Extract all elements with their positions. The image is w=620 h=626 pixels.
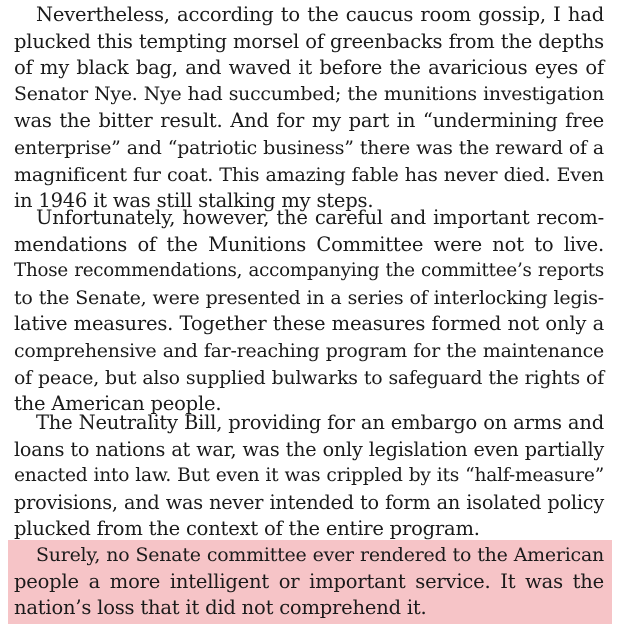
text-line: enterprise” and “patriotic business” there was the reward of a	[14, 136, 604, 159]
text-line: nation’s loss that it did not comprehend it.	[14, 596, 427, 620]
text-line: Surely, no Senate committee ever rendered to the American	[36, 544, 604, 566]
text-line: in 1946 it was still stalking my steps.	[14, 189, 374, 213]
text-line: the American people.	[14, 392, 222, 416]
text-line: of peace, but also supplied bulwarks to safeguard the rights of	[14, 366, 604, 389]
text-line: people a more intelligent or important service. It was the	[14, 569, 604, 593]
text-line: plucked this tempting morsel of greenbacks from the depths	[14, 29, 604, 53]
paragraph-neutrality-bill	[14, 410, 604, 543]
text-line: plucked from the context of the entire program.	[14, 517, 480, 541]
text-line: enacted into law. But even it was crippled by its “half-measure”	[14, 465, 604, 487]
text-line: was the bitter result. And for my part in “undermining free	[14, 109, 604, 133]
paragraph-recommendations	[14, 205, 604, 418]
text-line: to the Senate, were presented in a series of interlocking legis-	[14, 286, 604, 309]
text-line: provisions, and was never intended to form an isolated policy	[14, 490, 604, 514]
text-line: Those recommendations, accompanying the committee’s reports	[14, 260, 604, 282]
paragraph-highlighted-conclusion	[14, 542, 604, 622]
text-line: Unfortunately, however, the careful and important recom-	[36, 206, 604, 229]
text-line: magnificent fur coat. This amazing fable has never died. Even	[14, 163, 604, 186]
text-line: of my black bag, and waved it before the avaricious eyes of	[14, 56, 604, 80]
text-line: Senator Nye. Nye had succumbed; the munitions investigation	[14, 83, 604, 105]
text-line: The Neutrality Bill, providing for an embargo on arms and	[36, 411, 604, 434]
text-line: mendations of the Munitions Committee were not to live.	[14, 232, 604, 256]
text-line: loans to nations at war, was the only legislation even partially	[14, 437, 604, 461]
text-line: lative measures. Together these measures formed not only a	[14, 312, 604, 336]
paragraph-caucus-gossip	[14, 2, 604, 215]
text-line: comprehensive and far-reaching program for the maintenance	[14, 339, 604, 362]
text-line: Nevertheless, according to the caucus room gossip, I had	[36, 3, 604, 26]
